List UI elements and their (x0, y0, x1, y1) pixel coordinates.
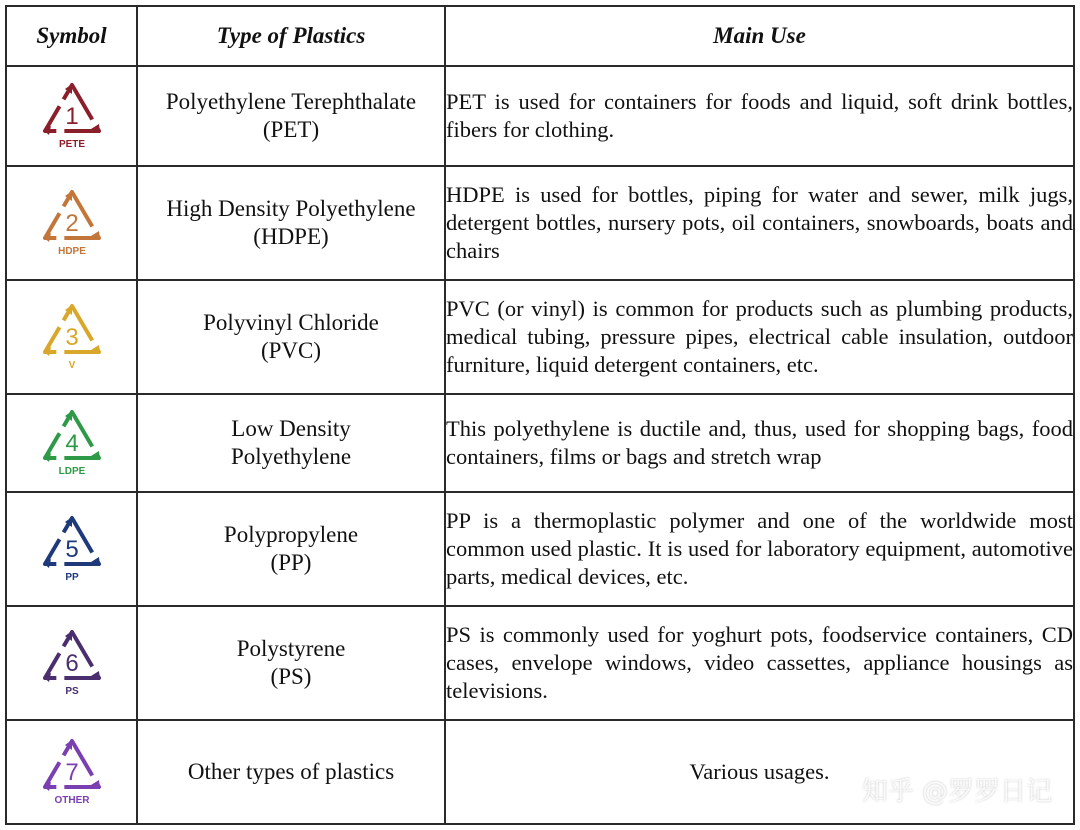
plastic-type-cell (137, 720, 445, 824)
plastic-type-cell (137, 606, 445, 720)
header-use: Main Use (445, 6, 1074, 66)
resin-number: 1 (64, 103, 79, 130)
plastic-type-cell (137, 280, 445, 394)
resin-number: 3 (64, 324, 79, 351)
resin-code: PP (64, 572, 79, 583)
recycling-symbol-icon (37, 406, 107, 480)
resin-code: LDPE (58, 466, 85, 477)
symbol-cell (6, 280, 137, 394)
recycling-symbol-icon (37, 512, 107, 586)
main-use-cell: PET is used for containers for foods and liquid, soft drink bottles, fibers for clothing. (445, 66, 1074, 166)
resin-code: OTHER (54, 795, 89, 806)
recycling-symbol-icon (37, 626, 107, 700)
plastic-type-line: Low Density (231, 416, 351, 441)
table-row (6, 492, 1074, 606)
symbol-cell (6, 166, 137, 280)
resin-code: V (68, 360, 75, 371)
resin-number: 2 (64, 210, 79, 237)
main-use-cell: PVC (or vinyl) is common for products such as plumbing products, medical tubing, pressure pipes, electrical cable insulation, outdoor furniture, liquid detergent containers, etc. (445, 280, 1074, 394)
plastic-type-line: Polyethylene Terephthalate (165, 89, 417, 114)
table-row (6, 166, 1074, 280)
plastic-type-cell (137, 166, 445, 280)
header-symbol: Symbol (6, 6, 137, 66)
recycling-symbol-icon (37, 79, 107, 153)
plastic-type-line: High Density Polyethylene (166, 196, 416, 221)
symbol-cell (6, 720, 137, 824)
plastic-type-line: (HDPE) (253, 224, 329, 249)
table-row (6, 606, 1074, 720)
resin-number: 5 (64, 536, 79, 563)
main-use-cell: PP is a thermoplastic polymer and one of the worldwide most common used plastic. It is used for laboratory equipment, automotive parts, medical devices, etc. (445, 492, 1074, 606)
header-type: Type of Plastics (137, 6, 445, 66)
main-use-cell: PS is commonly used for yoghurt pots, foodservice containers, CD cases, envelope windows, video cassettes, appliance housings as televisions. (445, 606, 1074, 720)
main-use-cell: This polyethylene is ductile and, thus, used for shopping bags, food containers, films or bags and stretch wrap (445, 394, 1074, 492)
plastic-type-cell (137, 492, 445, 606)
resin-number: 6 (64, 650, 79, 677)
recycling-symbol-icon (37, 186, 107, 260)
plastic-type-line: (PVC) (260, 338, 322, 363)
header-row (6, 6, 1074, 66)
symbol-cell (6, 66, 137, 166)
symbol-cell (6, 394, 137, 492)
symbol-cell (6, 606, 137, 720)
plastic-type-line: (PET) (262, 117, 320, 142)
plastics-table (5, 5, 1075, 825)
plastic-type-line: Polystyrene (236, 636, 346, 661)
watermark: 知乎 @罗罗日记 (861, 777, 1052, 807)
plastic-type-line: (PS) (270, 664, 312, 689)
plastic-type-line: Other types of plastics (187, 759, 395, 784)
resin-number: 4 (64, 430, 79, 457)
resin-number: 7 (64, 759, 79, 786)
resin-code: PETE (58, 139, 85, 150)
recycling-symbol-icon (37, 300, 107, 374)
table-row (6, 66, 1074, 166)
recycling-symbol-icon (37, 735, 107, 809)
plastic-type-line: (PP) (270, 550, 312, 575)
plastic-type-cell (137, 66, 445, 166)
table-row (6, 394, 1074, 492)
main-use-cell: Various usages. (445, 720, 1074, 824)
symbol-cell (6, 492, 137, 606)
plastic-type-line: Polyethylene (230, 444, 352, 469)
plastic-type-line: Polypropylene (223, 522, 359, 547)
resin-code: HDPE (57, 246, 86, 257)
table-row (6, 280, 1074, 394)
resin-code: PS (64, 686, 79, 697)
plastic-type-cell (137, 394, 445, 492)
plastic-type-line: Polyvinyl Chloride (203, 310, 379, 335)
main-use-cell: HDPE is used for bottles, piping for water and sewer, milk jugs, detergent bottles, nursery pots, oil containers, snowboards, boats and chairs (445, 166, 1074, 280)
